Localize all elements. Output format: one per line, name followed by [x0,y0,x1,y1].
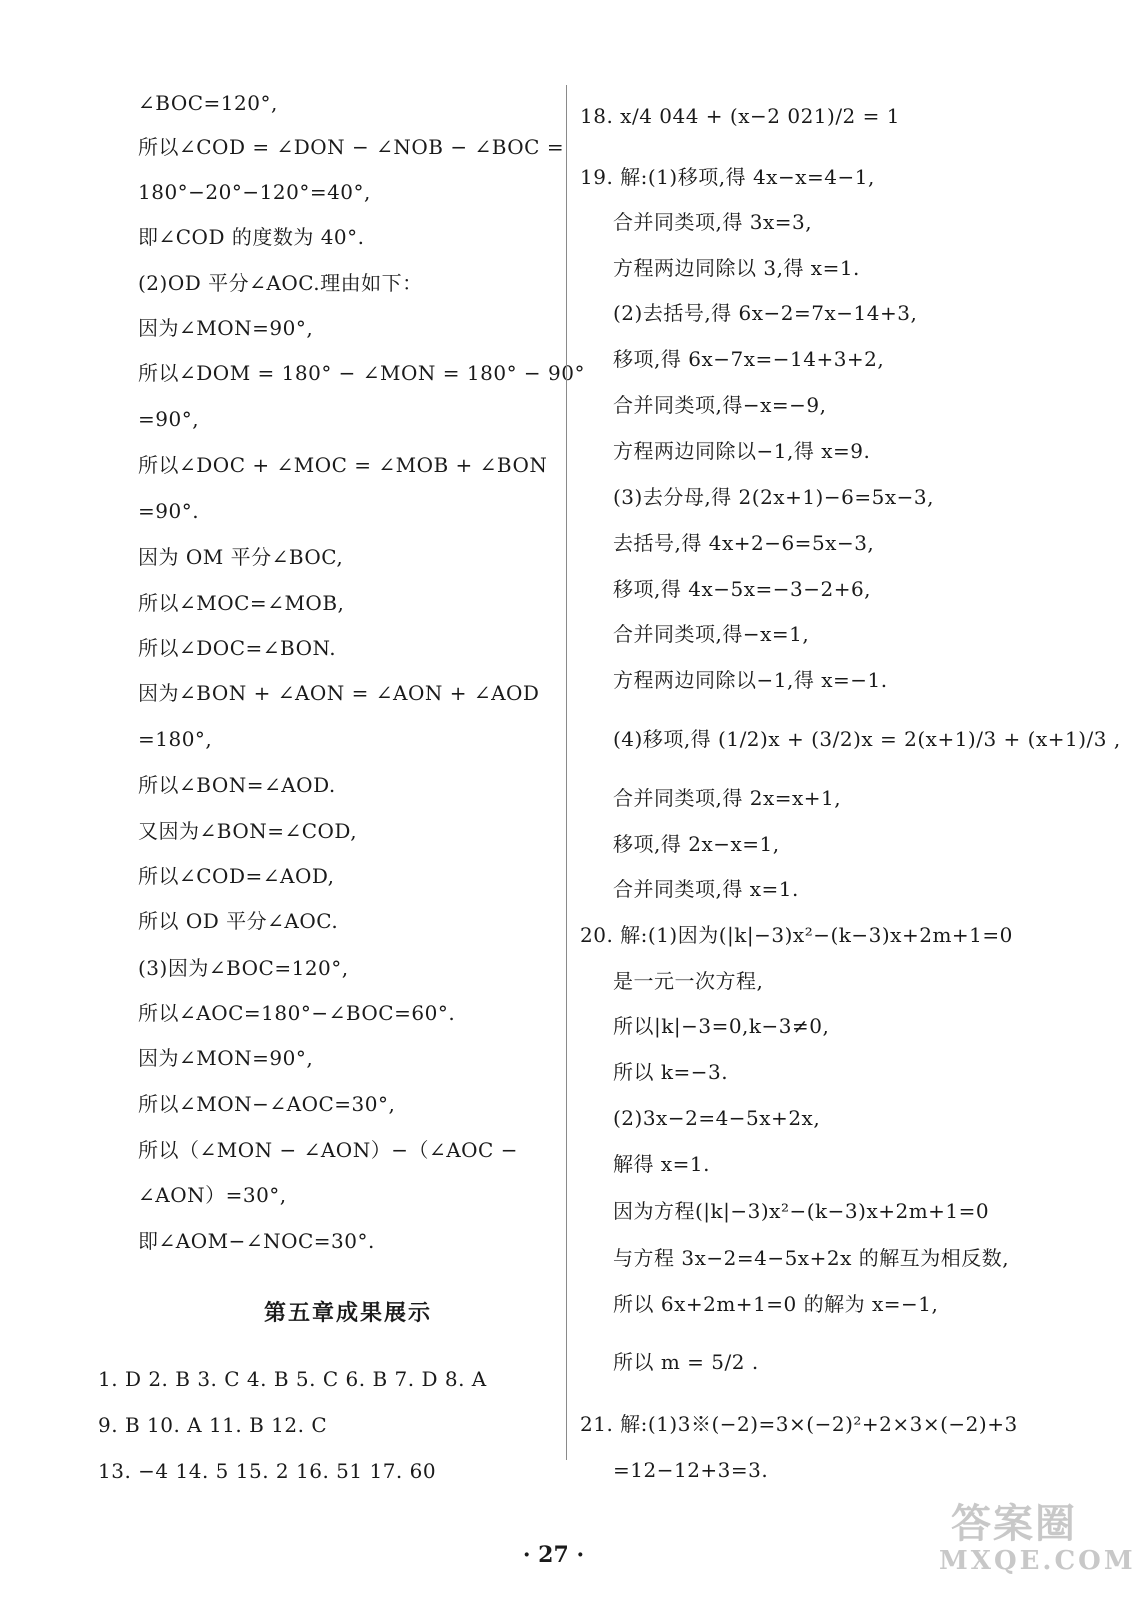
solution-line: =12−12+3=3. [613,1458,769,1482]
answer-row: 1. D 2. B 3. C 4. B 5. C 6. B 7. D 8. A [98,1367,487,1391]
solution-line: 所以∠AOC=180°−∠BOC=60°. [138,1001,456,1025]
solution-line: 合并同类项,得−x=−9, [613,393,827,417]
solution-line: (2)去括号,得 6x−2=7x−14+3, [613,301,918,325]
solution-line: 所以∠COD=∠AOD, [138,864,335,888]
solution-line: 合并同类项,得 2x=x+1, [613,786,842,810]
solution-line: 与方程 3x−2=4−5x+2x 的解互为相反数, [613,1246,1010,1270]
column-divider [566,85,567,1460]
equation: x/4 044 + (x−2 021)/2 = 1 [620,104,900,128]
solution-line: 因为∠MON=90°, [138,1046,314,1070]
answer-row: 13. −4 14. 5 15. 2 16. 51 17. 60 [98,1459,437,1483]
solution-line: =180°, [138,727,213,751]
solution-line: 所以∠DOC=∠BON. [138,636,337,660]
solution-line: 即∠AOM−∠NOC=30°. [138,1229,375,1253]
solution-line: 方程两边同除以−1,得 x=−1. [613,668,888,692]
solution-line: ∠AON）=30°, [138,1183,287,1207]
solution-line: 所以∠COD = ∠DON − ∠NOB − ∠BOC = [138,135,565,159]
solution-line: 所以∠DOM = 180° − ∠MON = 180° − 90° [138,361,585,385]
solution-line: 合并同类项,得 3x=3, [613,210,813,234]
solution-line: 20. 解:(1)因为(|k|−3)x²−(k−3)x+2m+1=0 [580,923,1013,947]
solution-line: (4)移项,得 (1/2)x + (3/2)x = 2(x+1)/3 + (x+1)/3 , [613,727,1121,751]
question-number: 18. [580,104,614,128]
solution-line: 所以 6x+2m+1=0 的解为 x=−1, [613,1292,939,1316]
solution-line: 是一元一次方程, [613,969,764,993]
solution-line: 180°−20°−120°=40°, [138,180,371,204]
solution-line: 所以∠MOC=∠MOB, [138,591,345,615]
watermark-logo [939,1500,1136,1582]
solution-line: 合并同类项,得 x=1. [613,877,799,901]
solution-line: 因为 OM 平分∠BOC, [138,545,344,569]
question-18 [580,103,900,129]
solution-line: 因为方程(|k|−3)x²−(k−3)x+2m+1=0 [613,1199,990,1223]
solution-line: 19. 解:(1)移项,得 4x−x=4−1, [580,165,875,189]
solution-line: 去括号,得 4x+2−6=5x−3, [613,531,875,555]
solution-line: =90°, [138,407,200,431]
watermark-domain: MXQE.COM [939,1546,1136,1576]
solution-line: 方程两边同除以−1,得 x=9. [613,439,871,463]
solution-line: 移项,得 4x−5x=−3−2+6, [613,577,872,601]
solution-line: 21. 解:(1)3※(−2)=3×(−2)²+2×3×(−2)+3 [580,1412,1018,1436]
solution-line: 所以 OD 平分∠AOC. [138,909,339,933]
solution-line: 所以∠DOC + ∠MOC = ∠MOB + ∠BON [138,453,548,477]
section-title: 第五章成果展示 [263,1300,432,1326]
solution-line: 因为∠BON + ∠AON = ∠AON + ∠AOD [138,681,540,705]
solution-line: 解得 x=1. [613,1152,710,1176]
watermark-text: 答案圈 [951,1500,1077,1547]
solution-line: 又因为∠BON=∠COD, [138,819,358,843]
solution-line: 所以 m = 5/2 . [613,1350,759,1374]
solution-line: (2)3x−2=4−5x+2x, [613,1106,821,1130]
solution-line: (2)OD 平分∠AOC.理由如下： [138,271,423,295]
page-number: · 27 · [522,1542,585,1568]
solution-line: 因为∠MON=90°, [138,316,314,340]
solution-line: =90°. [138,499,200,523]
solution-line: 合并同类项,得−x=1, [613,622,810,646]
solution-line: 所以∠MON−∠AOC=30°, [138,1092,396,1116]
solution-line: 所以∠BON=∠AOD. [138,773,336,797]
solution-line: 方程两边同除以 3,得 x=1. [613,256,860,280]
solution-line: 所以|k|−3=0,k−3≠0, [613,1014,830,1038]
solution-line: 移项,得 6x−7x=−14+3+2, [613,347,885,371]
solution-line: (3)去分母,得 2(2x+1)−6=5x−3, [613,485,934,509]
solution-line: 所以（∠MON − ∠AON）−（∠AOC − [138,1138,518,1162]
solution-line: 即∠COD 的度数为 40°. [138,225,365,249]
solution-line: 所以 k=−3. [613,1060,729,1084]
solution-line: ∠BOC=120°, [138,91,278,115]
solution-line: (3)因为∠BOC=120°, [138,956,349,980]
answer-row: 9. B 10. A 11. B 12. C [98,1413,328,1437]
solution-line: 移项,得 2x−x=1, [613,832,780,856]
